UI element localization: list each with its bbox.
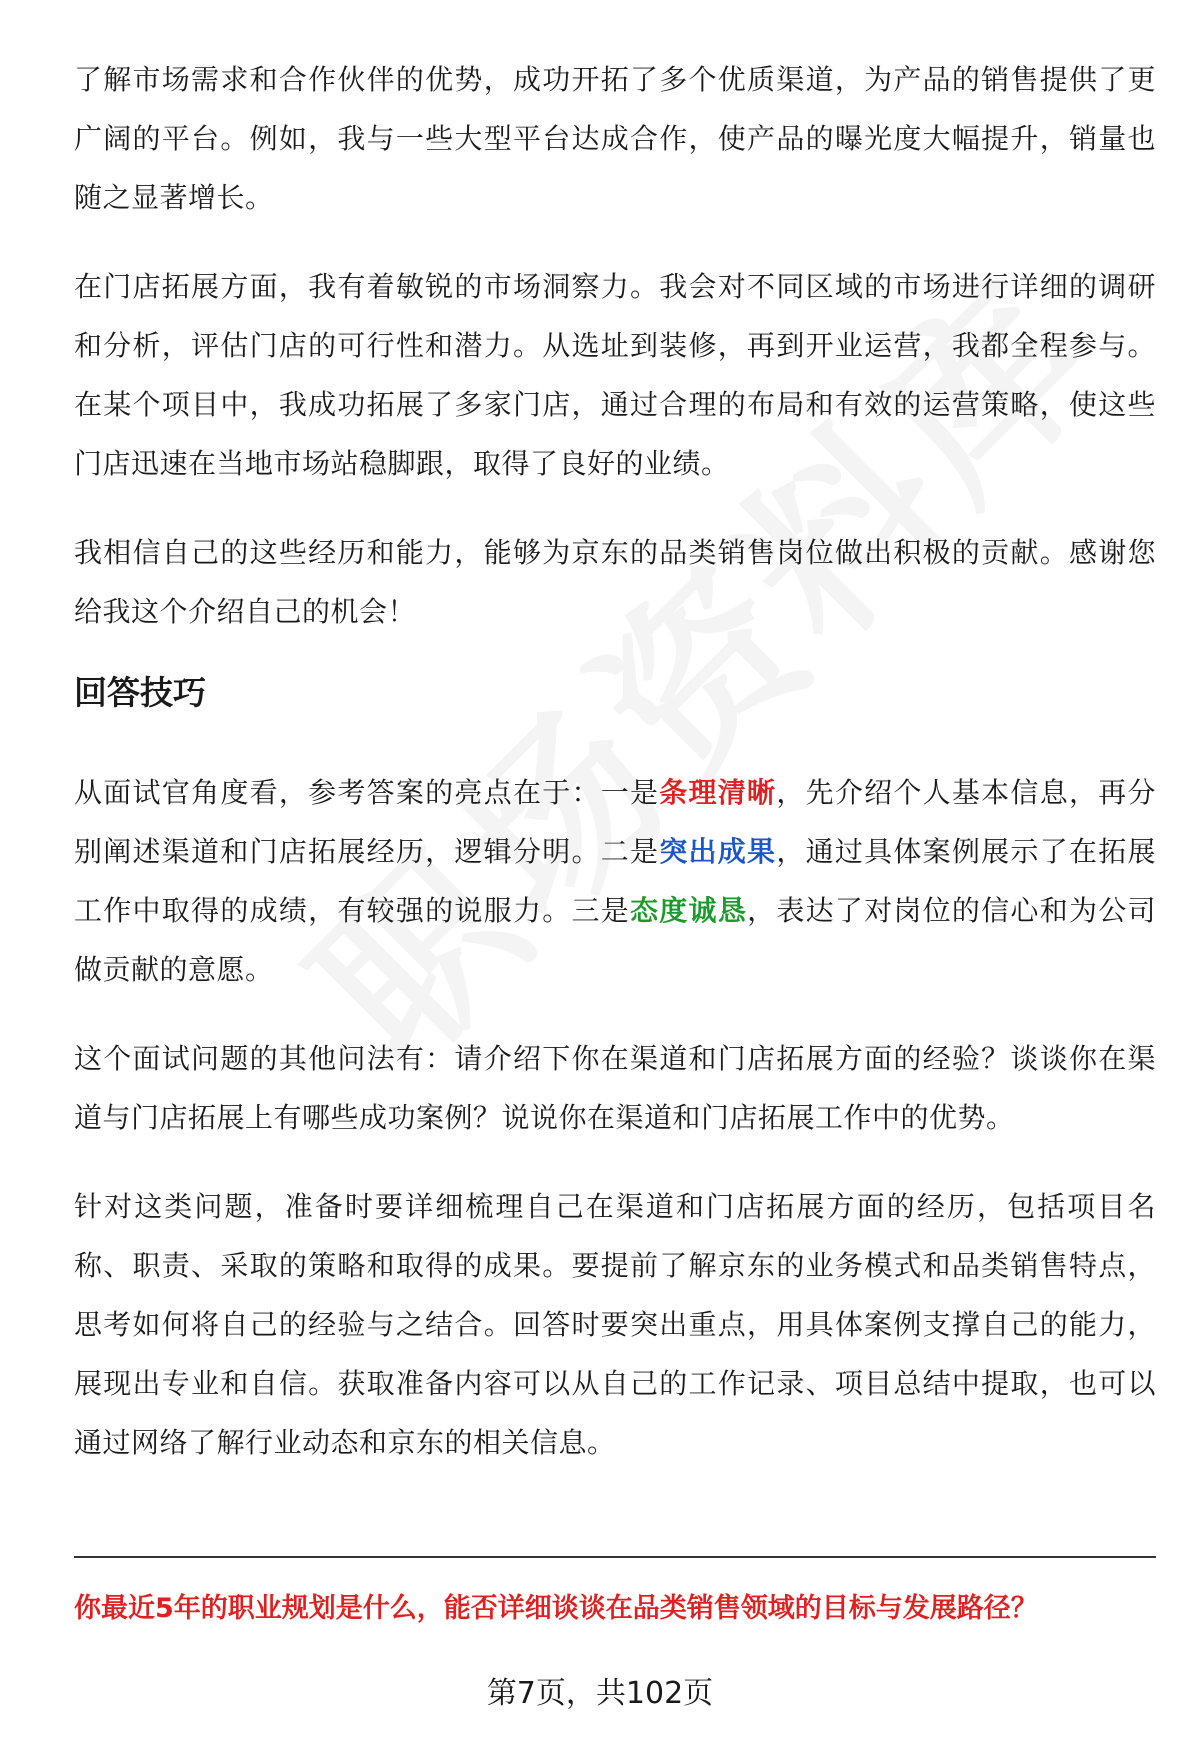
highlight-clear-structure: 条理清晰 <box>659 776 777 809</box>
highlight-sincere-attitude: 态度诚恳 <box>630 894 748 927</box>
paragraph-channel-experience: 了解市场需求和合作伙伴的优势，成功开拓了多个优质渠道，为产品的销售提供了更广阔的平台。例如，我与一些大型平台达成合作，使产品的曝光度大幅提升，销量也随之显著增长。 <box>74 63 1156 214</box>
paragraph-alternative-questions: 这个面试问题的其他问法有：请介绍下你在渠道和门店拓展方面的经验？谈谈你在渠道与门店拓展上有哪些成功案例？说说你在渠道和门店拓展工作中的优势。 <box>74 1042 1156 1134</box>
page-number: 第7页，共102页 <box>486 1676 714 1711</box>
document-body <box>74 50 1156 1502</box>
paragraph-tips <box>74 763 1156 999</box>
tips-text-2: ，先介绍个人基本信息，再分别阐述渠道和门店拓展经历，逻辑分明。二是 <box>74 776 1156 868</box>
tips-text-3: ，通过具体案例展示了在拓展工作中取得的成绩，有较强的说服力。三是 <box>74 835 1156 927</box>
tips-text-1: 从面试官角度看，参考答案的亮点在于：一是 <box>74 776 660 809</box>
paragraph-closing: 我相信自己的这些经历和能力，能够为京东的品类销售岗位做出积极的贡献。感谢您给我这个介绍自己的机会！ <box>74 536 1156 628</box>
tips-text-4: ，表达了对岗位的信心和为公司做贡献的意愿。 <box>74 894 1156 986</box>
section-heading: 回答技巧 <box>74 673 206 712</box>
next-question: 你最近5年的职业规划是什么，能否详细谈谈在品类销售领域的目标与发展路径？ <box>74 1593 1038 1624</box>
section-divider <box>74 1556 1156 1558</box>
highlight-results: 突出成果 <box>659 835 777 868</box>
paragraph-store-expansion: 在门店拓展方面，我有着敏锐的市场洞察力。我会对不同区域的市场进行详细的调研和分析，评估门店的可行性和潜力。从选址到装修，再到开业运营，我都全程参与。在某个项目中，我成功拓展了多家门店，通过合理的布局和有效的运营策略，使这些门店迅速在当地市场站稳脚跟，取得了良好的业绩。 <box>74 270 1156 480</box>
paragraph-preparation-advice: 针对这类问题，准备时要详细梳理自己在渠道和门店拓展方面的经历，包括项目名称、职责、采取的策略和取得的成果。要提前了解京东的业务模式和品类销售特点，思考如何将自己的经验与之结合。回答时要突出重点，用具体案例支撑自己的能力，展现出专业和自信。获取准备内容可以从自己的工作记录、项目总结中提取，也可以通过网络了解行业动态和京东的相关信息。 <box>74 1190 1156 1459</box>
